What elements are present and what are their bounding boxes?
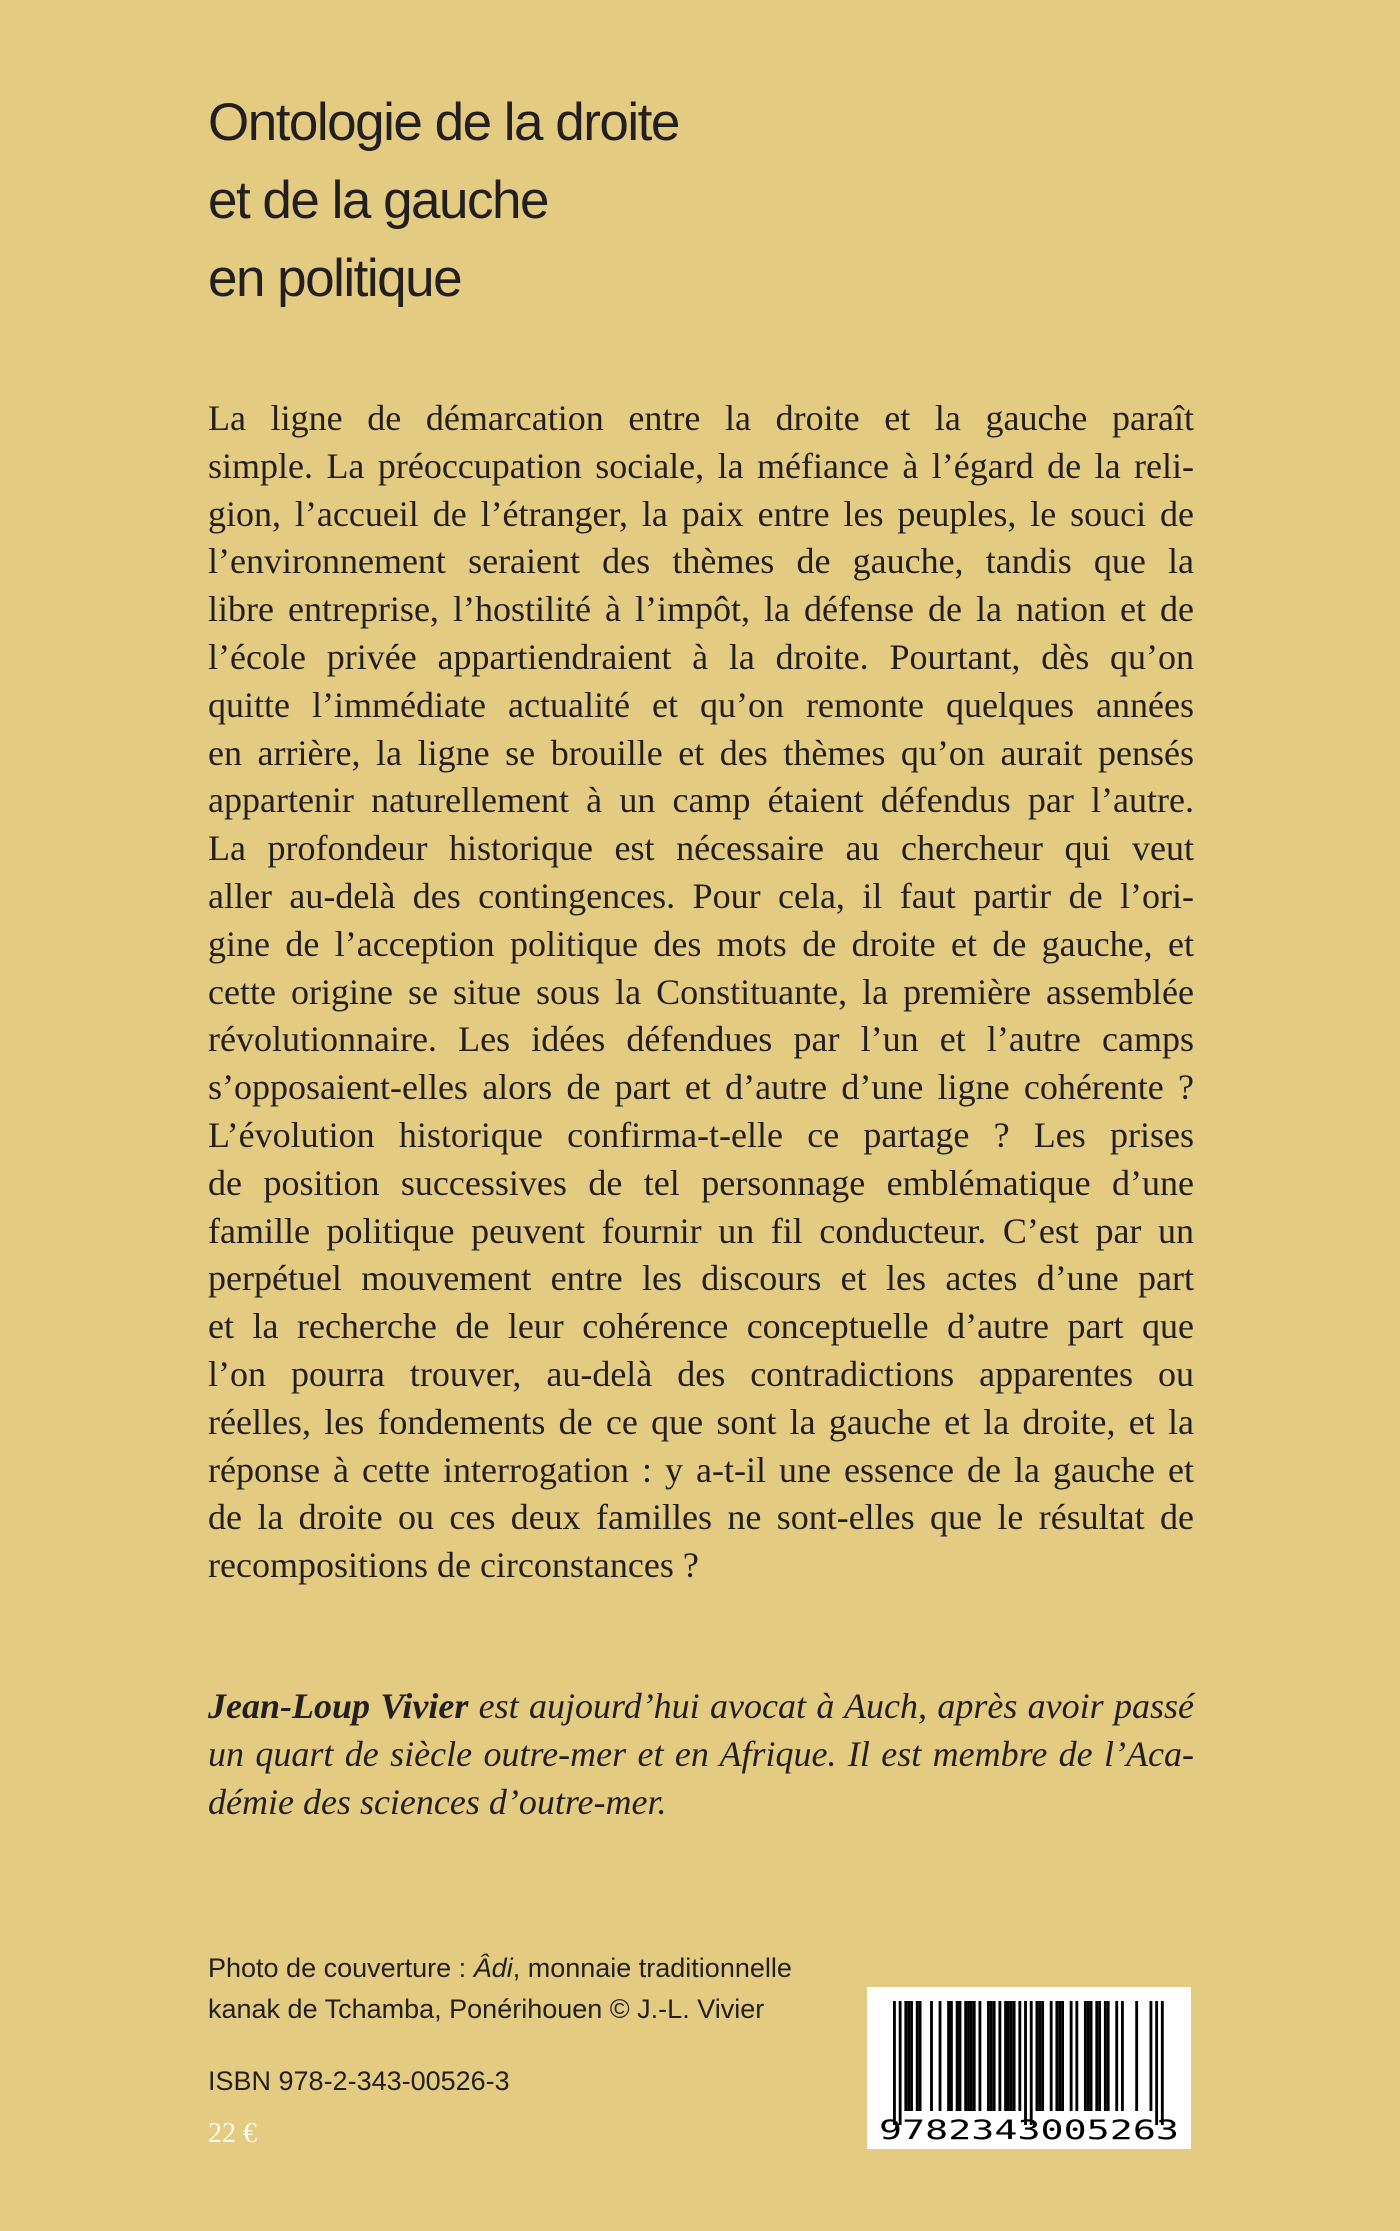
barcode-bar xyxy=(930,2001,933,2111)
description-line: appartenir naturellement à un camp étaient défendus par l’autre. xyxy=(208,780,1194,821)
barcode-bar xyxy=(1104,2001,1107,2111)
barcode-bar xyxy=(1150,2001,1153,2111)
barcode-bar xyxy=(947,2001,950,2111)
description-line: en arrière, la ligne se brouille et des thèmes qu’on aurait pensés xyxy=(208,732,1194,773)
barcode-bar xyxy=(1061,2001,1064,2111)
barcode-bar xyxy=(1087,2001,1090,2111)
barcode-bar xyxy=(1107,2001,1110,2111)
author-bio-line xyxy=(208,1683,1194,1731)
author-bio-line: un quart de siècle outre-mer et en Afrique. Il est membre de l’Aca- xyxy=(208,1733,1194,1774)
barcode xyxy=(867,1987,1191,2149)
barcode-bar xyxy=(1013,2001,1016,2111)
barcode-bar xyxy=(1030,2001,1033,2125)
barcode-bar xyxy=(1010,2001,1013,2111)
description-line: gion, l’accueil de l’étranger, la paix entre les peuples, le souci de xyxy=(208,493,1194,534)
barcode-bar xyxy=(1095,2001,1098,2111)
description-line: réponse à cette interrogation : y a-t-il une essence de la gauche et xyxy=(208,1449,1194,1490)
barcode-bar xyxy=(916,2001,919,2111)
price-text: 22 € xyxy=(208,2118,257,2149)
description-line: et la recherche de leur cohérence conceptuelle d’autre part que xyxy=(208,1306,1194,1347)
barcode-bar xyxy=(993,2001,996,2111)
barcode-bar xyxy=(1050,2001,1053,2111)
barcode-bar xyxy=(959,2001,962,2111)
description-line: recompositions de circonstances ? xyxy=(208,1545,699,1586)
barcode-bar xyxy=(893,2001,896,2125)
isbn-text: ISBN 978-2-343-00526-3 xyxy=(208,2066,510,2096)
photo-credit-line: kanak de Tchamba, Ponérihouen © J.-L. Vivier xyxy=(208,1994,765,2024)
description-line: L’évolution historique confirma-t-elle ce partage ? Les prises xyxy=(208,1114,1194,1155)
barcode-bar xyxy=(1036,2001,1039,2111)
photo-credit-italic: Âdi xyxy=(473,1953,513,1983)
barcode-bar xyxy=(1070,2001,1073,2111)
barcode-bar xyxy=(990,2001,993,2111)
description-line: aller au-delà des contingences. Pour cela, il faut partir de l’ori- xyxy=(208,875,1194,916)
barcode-bar xyxy=(970,2001,973,2111)
barcode-bar xyxy=(950,2001,953,2111)
book-title xyxy=(208,84,1108,318)
description-line: libre entreprise, l’hostilité à l’impôt, la défense de la nation et de xyxy=(208,589,1194,630)
description-line: l’on pourra trouver, au-delà des contradictions apparentes ou xyxy=(208,1353,1194,1394)
author-name: Jean-Loup Vivier xyxy=(208,1686,469,1726)
barcode-bar xyxy=(1007,2001,1010,2111)
barcode-bar xyxy=(1018,2001,1021,2111)
barcode-bar xyxy=(967,2001,970,2111)
barcode-bar xyxy=(1121,2001,1124,2111)
barcode-bar xyxy=(919,2001,922,2111)
barcode-bar xyxy=(987,2001,990,2111)
barcode-bar xyxy=(1155,2001,1158,2125)
description-line: réelles, les fondements de ce que sont la gauche et la droite, et la xyxy=(208,1401,1194,1442)
author-bio-text: est aujourd’hui avocat à Auch, après avoir passé xyxy=(468,1686,1194,1726)
barcode-bar xyxy=(1090,2001,1093,2111)
barcode-bar xyxy=(998,2001,1001,2111)
barcode-bar xyxy=(973,2001,976,2111)
description-line: gine de l’acception politique des mots de droite et de gauche, et xyxy=(208,923,1194,964)
description-line: de position successives de tel personnage emblématique d’une xyxy=(208,1162,1194,1203)
barcode-bar xyxy=(1041,2001,1044,2111)
barcode-bar xyxy=(904,2001,907,2111)
barcode-bar xyxy=(964,2001,967,2111)
description-line: quitte l’immédiate actualité et qu’on remonte quelques années xyxy=(208,684,1194,725)
description-line: s’opposaient-elles alors de part et d’autre d’une ligne cohérente ? xyxy=(208,1067,1194,1108)
photo-credit-suffix: , monnaie traditionnelle xyxy=(512,1953,792,1983)
barcode-bar xyxy=(1084,2001,1087,2111)
description-line: l’environnement seraient des thèmes de gauche, tandis que la xyxy=(208,541,1194,582)
barcode-bar xyxy=(1098,2001,1101,2111)
photo-credit-line xyxy=(208,1948,792,1989)
barcode-bar xyxy=(1115,2001,1118,2111)
description-line: La profondeur historique est nécessaire au chercheur qui veut xyxy=(208,828,1194,869)
barcode-bar xyxy=(1024,2001,1027,2125)
photo-credit-prefix: Photo de couverture : xyxy=(208,1953,474,1983)
barcode-bar xyxy=(1055,2001,1058,2111)
description-line: révolutionnaire. Les idées défendues par l’un et l’autre camps xyxy=(208,1019,1194,1060)
title-line: Ontologie de la droite xyxy=(208,93,679,152)
barcode-bar xyxy=(899,2001,902,2125)
description-line: l’école privée appartiendraient à la droite. Pourtant, dès qu’on xyxy=(208,636,1194,677)
barcode-bar xyxy=(979,2001,982,2111)
description-line: simple. La préoccupation sociale, la méfiance à l’égard de la reli- xyxy=(208,445,1194,486)
barcode-bar xyxy=(1075,2001,1078,2111)
description-line: cette origine se situe sous la Constituante, la première assemblée xyxy=(208,971,1194,1012)
barcode-graphic xyxy=(867,1987,1191,2149)
barcode-bar xyxy=(910,2001,913,2111)
barcode-bar xyxy=(956,2001,959,2111)
barcode-digits: 9782343005263 xyxy=(879,2115,1179,2146)
description-line: La ligne de démarcation entre la droite et la gauche paraît xyxy=(208,398,1194,438)
barcode-bar xyxy=(1038,2001,1041,2111)
photo-credit xyxy=(208,1948,792,2030)
description-line: famille politique peuvent fournir un fil conducteur. C’est par un xyxy=(208,1210,1194,1251)
description-line: de la droite ou ces deux familles ne sont-elles que le résultat de xyxy=(208,1497,1194,1538)
barcode-bar xyxy=(907,2001,910,2111)
barcode-bar xyxy=(1161,2001,1164,2125)
book-description xyxy=(208,395,1194,1590)
title-line: en politique xyxy=(208,249,462,308)
author-bio xyxy=(208,1683,1194,1826)
barcode-bar xyxy=(939,2001,942,2111)
barcode-bar xyxy=(1135,2001,1138,2111)
author-bio-line: démie des sciences d’outre-mer. xyxy=(208,1781,667,1822)
barcode-bar xyxy=(1058,2001,1061,2111)
barcode-bar xyxy=(1004,2001,1007,2111)
title-line: et de la gauche xyxy=(208,171,548,230)
description-line: perpétuel mouvement entre les discours et les actes d’une part xyxy=(208,1258,1194,1299)
